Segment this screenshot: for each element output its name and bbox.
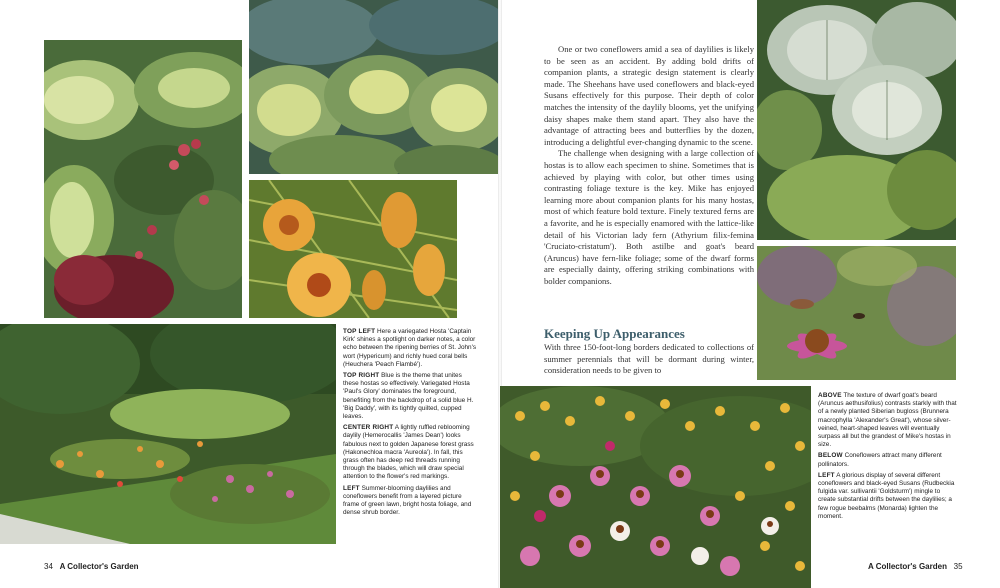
running-title: A Collector's Garden: [868, 562, 947, 571]
body-paragraph: With three 150-foot-long borders dedicated to collections of summer perennials that will be dormant during winter, consideration needs to be given to: [544, 342, 754, 376]
page-number: 35: [953, 562, 963, 571]
caption-top-left: TOP LEFT Here a variegated Hosta 'Captain Kirk' shines a spotlight on darker notes, a color echo between the ripening berries of St. John's wort (Hypericum) and richly hued coral bells (Heuchera 'Peach Flambé').: [343, 328, 477, 368]
caption-left: LEFT A glorious display of several different coneflowers and black-eyed Susans (Rudbeckia fulgida var. sullivantii 'Goldsturm') mingle to create substantial drifts between the daylilies; a few rogue beebalms (Monarda) lighten the moment.: [818, 471, 955, 520]
right-captions: [818, 392, 958, 524]
photo-blue-hostas: [249, 0, 498, 174]
caption-above: ABOVE The texture of dwarf goat's beard (Aruncus aethusifolius) contrasts starkly with that of a newly planted Siberian bugloss (Brunnera macrophylla 'Alexander's Great'), whose silver-veined, heart-shaped leaves will eventually surpass all but the grandest of Mike's hostas in size.: [818, 392, 957, 449]
page-number: 34: [44, 562, 53, 571]
caption-center-right: CENTER RIGHT A lightly ruffled reblooming daylily (Hemerocallis 'James Dean') looks fabulous next to golden Japanese forest grass (Hakonechloa macra 'Aureola'). In fall, this grass often has deep red threads running through the blades, which will draw special attention to the flower's red markings.: [343, 424, 474, 481]
caption-top-right: TOP RIGHT Blue is the theme that unites these hostas so effectively. Variegated Hosta 'Paul's Glory' dominates the foreground, benefiting from the backdrop of a solid blue H. 'Big Daddy', with its tightly quilted, cupped leaves.: [343, 372, 474, 421]
left-captions: [343, 328, 478, 520]
left-folio: [44, 562, 139, 571]
photo-summer-border: [0, 324, 336, 544]
body-paragraph: One or two coneflowers amid a sea of daylilies is likely to be seen as an accident. By adding bold drifts of companion plants, a strategic design statement is clearly made. The Sheehans have used coneflowers and black-eyed Susans effectively for this purpose. Their depth of color matches the intensity of the daylily blooms, yet the unifying daisy shapes make them stand apart. They also have the advantage of attracting bees and butterflies by the dozen, introducing a delightful ever-changing dynamic to the scene.: [544, 44, 754, 147]
photo-coneflowers-black-eyed-susans: [500, 386, 811, 588]
section-heading: Keeping Up Appearances: [544, 326, 685, 341]
photo-brunnera-goats-beard: [757, 0, 956, 240]
body-paragraph: The challenge when designing with a large collection of hostas is to allow each specimen to shine. Sometimes that is achieved by playing with color, but other times using contrasting foliage texture is the key. Mike has enjoyed learning more about companion plants for his many hostas, most of which feature bold texture. Finely textured ferns are a favorite, and he is especially enamored with the lattice-like detail of his Victorian lady fern (Athyrium filix-femina 'Cruciato-cristatum'). Both astilbe and goat's beard (Aruncus) have fern-like foliage; some of the dwarf forms are especially dainty, offering striking combinations with bolder companions.: [544, 148, 754, 286]
photo-hosta-captain-kirk: [44, 40, 242, 318]
body-text: [544, 44, 754, 287]
caption-left: LEFT Summer-blooming daylilies and coneflowers benefit from a layered picture frame of green lawn, bright hosta foliage, and dense shrub border.: [343, 484, 472, 517]
right-folio: [868, 562, 963, 571]
running-title: A Collector's Garden: [59, 562, 139, 571]
body-text-continued: [544, 342, 754, 377]
caption-below: BELOW Coneflowers attract many different pollinators.: [818, 452, 942, 468]
photo-daylily-james-dean: [249, 180, 457, 318]
photo-coneflower-pollinator: [757, 246, 956, 380]
